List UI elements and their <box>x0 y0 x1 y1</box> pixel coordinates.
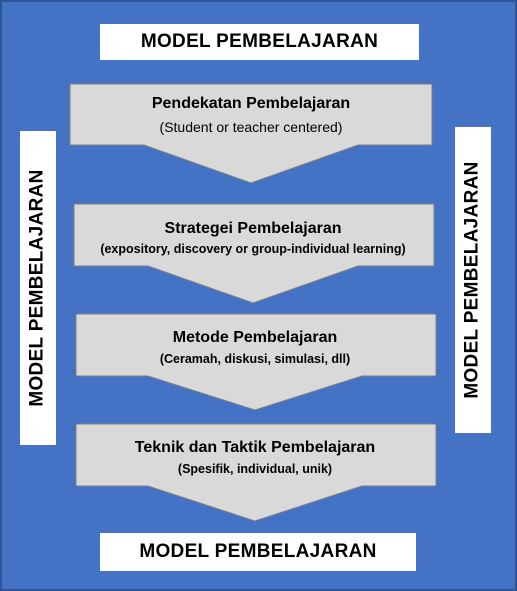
step-teknik <box>76 424 436 521</box>
model-label-left-text: MODEL PEMBELAJARAN <box>27 169 49 407</box>
step-pendekatan-title: Pendekatan Pembelajaran <box>151 95 351 112</box>
model-label-right-text: MODEL PEMBELAJARAN <box>462 161 484 399</box>
model-label-top-text: MODEL PEMBELAJARAN <box>140 31 379 52</box>
step-strategi <box>74 204 434 303</box>
step-pendekatan-subtitle: (Student or teacher centered) <box>159 119 343 135</box>
step-metode-subtitle: (Ceramah, diskusi, simulasi, dll) <box>159 352 351 366</box>
step-teknik-subtitle: (Spesifik, individual, unik) <box>177 462 333 476</box>
step-strategi-subtitle: (expository, discovery or group-individual learning) <box>100 242 406 256</box>
step-teknik-title: Teknik dan Taktik Pembelajaran <box>134 439 376 456</box>
step-metode <box>76 314 436 410</box>
step-metode-title: Metode Pembelajaran <box>172 329 338 346</box>
step-strategi-title: Strategei Pembelajaran <box>164 220 342 237</box>
model-label-bottom-text: MODEL PEMBELAJARAN <box>139 541 377 562</box>
step-pendekatan <box>70 84 432 183</box>
